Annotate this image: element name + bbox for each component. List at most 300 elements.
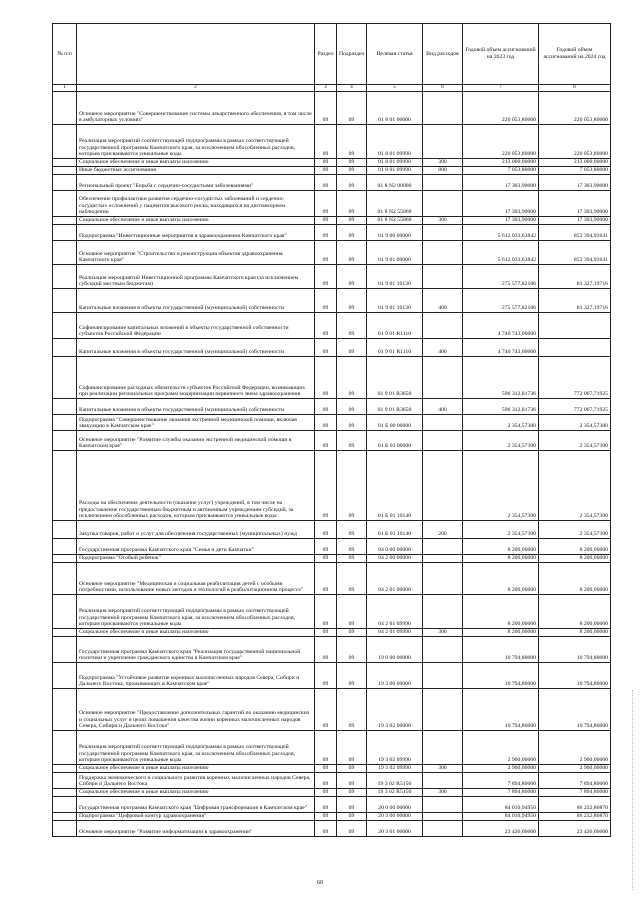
cell-podrazdel: 09 (337, 773, 367, 789)
cell-num (53, 313, 77, 339)
cell-num (53, 451, 77, 521)
cell-podrazdel: 09 (337, 175, 367, 191)
cell-amount-2024: 220 053,80000 (539, 92, 611, 125)
cell-podrazdel: 09 (337, 431, 367, 451)
header-2024: Годовой объем ассигнований на 2024 год (539, 24, 611, 85)
page-number: 60 (317, 880, 323, 886)
cell-target-article: 01 8 01 09990 (367, 167, 423, 175)
cell-target-article: 01 9 01 R1110 (367, 339, 423, 357)
cell-num (53, 92, 77, 125)
cell-target-article: 19 3 02 09990 (367, 765, 423, 773)
table-row (53, 357, 611, 399)
cell-razdel: 09 (315, 399, 337, 415)
cell-amount-2024: 8 200,00000 (539, 539, 611, 555)
cell-amount-2024: 2 900,00000 (539, 731, 611, 765)
cell-amount-2024: 17 303,90000 (539, 191, 611, 217)
cell-target-article: 04 2 01 09990 (367, 629, 423, 637)
cell-name: Софинансирование капитальных вложений в объекты государственной собственности субъектов Российской Федерации (77, 313, 315, 339)
cell-razdel: 09 (315, 773, 337, 789)
cell-name: Поддержка экономического и социального развития коренных малочисленных народов Севера, Сибири и Дальнего Востока (77, 773, 315, 789)
cell-amount-2024: 10 794,80000 (539, 637, 611, 663)
cell-amount-2024: 7 894,80000 (539, 773, 611, 789)
cell-target-article: 01 8 01 00000 (367, 92, 423, 125)
cell-razdel: 09 (315, 217, 337, 225)
cell-expense-type (423, 821, 463, 837)
cell-name: Подпрограмма "Цифровой контур здравоохранения" (77, 813, 315, 821)
cell-num (53, 797, 77, 813)
cell-amount-2023: 10 794,80000 (463, 689, 539, 731)
cell-num (53, 813, 77, 821)
cell-num (53, 431, 77, 451)
table-row (53, 451, 611, 521)
colnum-3: 3 (315, 85, 337, 92)
cell-podrazdel: 09 (337, 225, 367, 241)
header-expense-type: Вид расходов (423, 24, 463, 85)
cell-num (53, 539, 77, 555)
cell-num (53, 241, 77, 265)
table-row (53, 637, 611, 663)
cell-razdel: 09 (315, 821, 337, 837)
cell-amount-2023: 4 740 743,00000 (463, 339, 539, 357)
table-row (53, 265, 611, 289)
cell-podrazdel: 09 (337, 629, 367, 637)
cell-target-article: 01 9 01 10130 (367, 265, 423, 289)
cell-amount-2024: 8 200,00000 (539, 563, 611, 595)
cell-podrazdel: 09 (337, 159, 367, 167)
cell-target-article: 19 3 02 R5150 (367, 773, 423, 789)
table-row (53, 125, 611, 159)
cell-num (53, 521, 77, 539)
cell-expense-type (423, 773, 463, 789)
cell-razdel: 09 (315, 431, 337, 451)
cell-amount-2023: 7 894,80000 (463, 789, 539, 797)
table-row (53, 431, 611, 451)
cell-target-article: 01 Б 01 00000 (367, 431, 423, 451)
cell-razdel: 09 (315, 521, 337, 539)
cell-num (53, 663, 77, 689)
table-row (53, 773, 611, 789)
cell-target-article: 01 9 01 R1110 (367, 313, 423, 339)
cell-amount-2024: 17 303,90000 (539, 175, 611, 191)
cell-num (53, 731, 77, 765)
cell-amount-2023: 275 577,82106 (463, 289, 539, 313)
cell-razdel: 09 (315, 765, 337, 773)
cell-name: Расходы на обеспечение деятельности (оказание услуг) учреждений, в том числе на предоставление государственным бюджетным и автономным учреждениям субсидий, за исключением обособленных расходов, которым присваиваются уникальные коды (77, 451, 315, 521)
cell-expense-type: 300 (423, 765, 463, 773)
table-row (53, 217, 611, 225)
cell-amount-2024: 7 053,80000 (539, 167, 611, 175)
cell-target-article: 01 9 01 10130 (367, 289, 423, 313)
cell-expense-type (423, 265, 463, 289)
cell-razdel: 09 (315, 415, 337, 431)
cell-podrazdel: 09 (337, 415, 367, 431)
cell-expense-type: 300 (423, 789, 463, 797)
table-row (53, 789, 611, 797)
cell-name: Социальное обеспечение и иные выплаты населению (77, 629, 315, 637)
cell-num (53, 563, 77, 595)
cell-target-article: 01 9 00 00000 (367, 225, 423, 241)
cell-amount-2024: 2 354,57300 (539, 431, 611, 451)
cell-name: Подпрограмма "Совершенствование оказания экстренной медицинской помощи, включая эвакуацию в Камчатском крае" (77, 415, 315, 431)
cell-razdel: 09 (315, 125, 337, 159)
cell-podrazdel: 09 (337, 92, 367, 125)
cell-expense-type (423, 797, 463, 813)
cell-num (53, 789, 77, 797)
colnum-6: 6 (423, 85, 463, 92)
table-row (53, 539, 611, 555)
cell-expense-type (423, 431, 463, 451)
table-row (53, 399, 611, 415)
cell-expense-type (423, 175, 463, 191)
cell-amount-2023: 2 354,57300 (463, 431, 539, 451)
cell-amount-2023: 2 354,57300 (463, 415, 539, 431)
cell-name: Региональный проект "Борьба с сердечно-сосудистыми заболеваниями" (77, 175, 315, 191)
table-row (53, 415, 611, 431)
cell-amount-2023: 213 000,00000 (463, 159, 539, 167)
header-razdel: Раздел (315, 24, 337, 85)
table-row (53, 555, 611, 563)
cell-target-article: 04 0 00 00000 (367, 539, 423, 555)
cell-podrazdel: 09 (337, 539, 367, 555)
cell-podrazdel: 09 (337, 689, 367, 731)
table-row (53, 313, 611, 339)
cell-amount-2024: 853 394,91641 (539, 225, 611, 241)
header-num: № п/п (53, 24, 77, 85)
cell-amount-2023: 17 303,90000 (463, 175, 539, 191)
table-row (53, 167, 611, 175)
cell-name: Основное мероприятие "Строительство и реконструкция объектов здравоохранения Камчатского края" (77, 241, 315, 265)
cell-name: Капитальные вложения в объекты государственной (муниципальной) собственности (77, 339, 315, 357)
cell-amount-2024: 772 067,71925 (539, 357, 611, 399)
cell-num (53, 821, 77, 837)
cell-razdel: 09 (315, 241, 337, 265)
cell-amount-2024: 8 200,00000 (539, 555, 611, 563)
cell-expense-type (423, 663, 463, 689)
cell-amount-2023: 596 312,81736 (463, 399, 539, 415)
table-row (53, 92, 611, 125)
cell-amount-2024: 17 303,90000 (539, 217, 611, 225)
cell-num (53, 357, 77, 399)
cell-amount-2023: 10 794,80000 (463, 637, 539, 663)
cell-razdel: 09 (315, 813, 337, 821)
cell-podrazdel: 09 (337, 765, 367, 773)
cell-num (53, 765, 77, 773)
cell-num (53, 217, 77, 225)
cell-target-article: 19 3 00 00000 (367, 663, 423, 689)
cell-name: Реализация мероприятий Инвестиционной программы Камчатского края (за исключением субсидий местным бюджетам) (77, 265, 315, 289)
cell-expense-type (423, 125, 463, 159)
cell-target-article: 01 9 01 00000 (367, 241, 423, 265)
cell-name: Закупка товаров, работ и услуг для обеспечения государственных (муниципальных) нужд (77, 521, 315, 539)
cell-amount-2024: 10 794,80000 (539, 689, 611, 731)
colnum-7: 7 (463, 85, 539, 92)
cell-num (53, 555, 77, 563)
cell-expense-type: 300 (423, 629, 463, 637)
cell-podrazdel: 09 (337, 241, 367, 265)
cell-target-article: 01 8 01 09990 (367, 159, 423, 167)
cell-amount-2024: 8 200,00000 (539, 595, 611, 629)
cell-target-article: 19 0 00 00000 (367, 637, 423, 663)
cell-expense-type: 400 (423, 289, 463, 313)
cell-target-article: 19 3 02 09990 (367, 731, 423, 765)
cell-amount-2024: 2 354,57300 (539, 521, 611, 539)
cell-razdel: 09 (315, 191, 337, 217)
cell-amount-2023: 220 053,80000 (463, 92, 539, 125)
table-row (53, 689, 611, 731)
cell-expense-type (423, 563, 463, 595)
cell-razdel: 09 (315, 265, 337, 289)
cell-podrazdel: 09 (337, 789, 367, 797)
cell-razdel: 09 (315, 159, 337, 167)
cell-razdel: 09 (315, 539, 337, 555)
cell-amount-2024 (539, 339, 611, 357)
cell-num (53, 689, 77, 731)
cell-name: Иные бюджетные ассигнования (77, 167, 315, 175)
cell-target-article: 01 8 01 09990 (367, 125, 423, 159)
cell-podrazdel: 09 (337, 555, 367, 563)
cell-amount-2024: 2 900,00000 (539, 765, 611, 773)
table-row (53, 813, 611, 821)
cell-amount-2024: 86 232,86870 (539, 797, 611, 813)
cell-target-article: 04 2 01 09990 (367, 595, 423, 629)
cell-num (53, 125, 77, 159)
cell-podrazdel: 09 (337, 731, 367, 765)
cell-podrazdel: 09 (337, 357, 367, 399)
cell-amount-2024: 2 354,57300 (539, 451, 611, 521)
cell-amount-2024: 86 232,86870 (539, 813, 611, 821)
cell-razdel: 09 (315, 637, 337, 663)
cell-amount-2023: 220 053,80000 (463, 125, 539, 159)
cell-razdel: 09 (315, 357, 337, 399)
cell-expense-type (423, 191, 463, 217)
table-row (53, 629, 611, 637)
table-row (53, 563, 611, 595)
cell-amount-2024: 853 394,91641 (539, 241, 611, 265)
colnum-1: 1 (53, 85, 77, 92)
table-row (53, 731, 611, 765)
cell-amount-2024: 8 200,00000 (539, 629, 611, 637)
cell-name: Капитальные вложения в объекты государственной (муниципальной) собственности (77, 399, 315, 415)
cell-podrazdel: 09 (337, 663, 367, 689)
cell-podrazdel: 09 (337, 637, 367, 663)
cell-name: Реализация мероприятий соответствующей подпрограммы в рамках соответствующей государственной программы Камчатского края, за исключением обособленных расходов, которым присваиваются уникальные коды (77, 595, 315, 629)
cell-razdel: 09 (315, 92, 337, 125)
cell-expense-type: 200 (423, 521, 463, 539)
cell-num (53, 629, 77, 637)
cell-podrazdel: 09 (337, 313, 367, 339)
table-row (53, 595, 611, 629)
cell-expense-type (423, 813, 463, 821)
cell-name: Основное мероприятие "Развитие службы оказания экстренной медицинской помощи в Камчатском крае" (77, 431, 315, 451)
cell-podrazdel: 09 (337, 399, 367, 415)
cell-amount-2023: 7 894,80000 (463, 773, 539, 789)
cell-amount-2023: 17 303,90000 (463, 191, 539, 217)
cell-target-article: 04 2 00 00000 (367, 555, 423, 563)
cell-amount-2024: 81 327,19716 (539, 265, 611, 289)
table-row (53, 521, 611, 539)
header-podrazdel: Подраздел (337, 24, 367, 85)
cell-amount-2023: 2 900,00000 (463, 765, 539, 773)
cell-name: Основное мероприятие "Развитие информатизации в здравоохранении" (77, 821, 315, 837)
cell-expense-type (423, 539, 463, 555)
cell-num (53, 415, 77, 431)
cell-expense-type (423, 357, 463, 399)
cell-podrazdel: 09 (337, 595, 367, 629)
cell-name: Государственная программа Камчатского края "Семья и дети Камчатки" (77, 539, 315, 555)
cell-expense-type (423, 313, 463, 339)
cell-expense-type (423, 415, 463, 431)
cell-num (53, 225, 77, 241)
cell-num (53, 773, 77, 789)
cell-amount-2023: 84 010,94950 (463, 797, 539, 813)
cell-amount-2023: 17 303,90000 (463, 217, 539, 225)
cell-name: Основное мероприятие "Предоставление дополнительных гарантий по оказанию медицинских и социальных услуг в целях повышения качества жизни коренных малочисленных народов Севера, Сибири и Дальнего Востока" (77, 689, 315, 731)
cell-razdel: 09 (315, 797, 337, 813)
cell-target-article: 20 3 01 00000 (367, 821, 423, 837)
cell-expense-type (423, 451, 463, 521)
cell-amount-2023: 23 426,00000 (463, 821, 539, 837)
budget-table (52, 23, 611, 837)
header-2023: Годовой объем ассигнований на 2023 год (463, 24, 539, 85)
cell-amount-2023: 10 794,80000 (463, 663, 539, 689)
cell-name: Капитальные вложения в объекты государственной (муниципальной) собственности (77, 289, 315, 313)
cell-amount-2023: 8 200,00000 (463, 555, 539, 563)
table-row (53, 339, 611, 357)
cell-name: Социальное обеспечение и иные выплаты населению (77, 217, 315, 225)
table-body (53, 92, 611, 837)
cell-expense-type (423, 689, 463, 731)
cell-amount-2024: 10 794,80000 (539, 663, 611, 689)
cell-name: Социальное обеспечение и иные выплаты населению (77, 765, 315, 773)
table-row (53, 289, 611, 313)
cell-razdel: 09 (315, 555, 337, 563)
cell-expense-type: 400 (423, 399, 463, 415)
table-row (53, 241, 611, 265)
cell-razdel: 09 (315, 731, 337, 765)
table-row (53, 159, 611, 167)
cell-podrazdel: 09 (337, 191, 367, 217)
cell-amount-2024: 772 067,71925 (539, 399, 611, 415)
cell-num (53, 289, 77, 313)
cell-amount-2024: 220 053,80000 (539, 125, 611, 159)
cell-podrazdel: 09 (337, 521, 367, 539)
cell-amount-2024 (539, 313, 611, 339)
cell-razdel: 09 (315, 313, 337, 339)
cell-podrazdel: 09 (337, 821, 367, 837)
cell-target-article: 01 9 01 R3650 (367, 357, 423, 399)
table-row (53, 225, 611, 241)
cell-podrazdel: 09 (337, 339, 367, 357)
cell-razdel: 09 (315, 789, 337, 797)
cell-amount-2024: 23 426,00000 (539, 821, 611, 837)
cell-target-article: 01 Б 00 00000 (367, 415, 423, 431)
margin-mark (632, 690, 636, 890)
column-number-row (53, 85, 611, 92)
cell-expense-type (423, 92, 463, 125)
cell-target-article: 01 8 N2 55860 (367, 191, 423, 217)
cell-razdel: 09 (315, 289, 337, 313)
cell-podrazdel: 09 (337, 265, 367, 289)
cell-podrazdel: 09 (337, 797, 367, 813)
cell-amount-2023: 7 053,80000 (463, 167, 539, 175)
cell-amount-2023: 5 612 033,63842 (463, 241, 539, 265)
cell-name: Государственная программа Камчатского края "Реализация государственной национальной политики и укрепление гражданского единства в Камчатском крае" (77, 637, 315, 663)
cell-amount-2023: 5 612 033,63842 (463, 225, 539, 241)
table-row (53, 175, 611, 191)
cell-name: Подпрограмма "Инвестиционные мероприятия в здравоохранении Камчатского края" (77, 225, 315, 241)
cell-amount-2023: 8 200,00000 (463, 563, 539, 595)
cell-num (53, 265, 77, 289)
cell-razdel: 09 (315, 167, 337, 175)
cell-name: Государственная программа Камчатского края "Цифровая трансформация в Камчатском крае" (77, 797, 315, 813)
cell-podrazdel: 09 (337, 217, 367, 225)
cell-amount-2024: 81 327,19716 (539, 289, 611, 313)
cell-name: Социальное обеспечение и иные выплаты населению (77, 159, 315, 167)
cell-target-article: 19 3 02 R5150 (367, 789, 423, 797)
cell-num (53, 175, 77, 191)
header-row (53, 24, 611, 85)
cell-num (53, 339, 77, 357)
cell-expense-type (423, 555, 463, 563)
cell-expense-type (423, 595, 463, 629)
cell-razdel: 09 (315, 339, 337, 357)
cell-expense-type (423, 731, 463, 765)
cell-podrazdel: 09 (337, 167, 367, 175)
cell-target-article: 01 8 N2 55860 (367, 217, 423, 225)
colnum-5: 5 (367, 85, 423, 92)
cell-razdel: 09 (315, 663, 337, 689)
cell-name: Подпрограмма "Особый ребенок" (77, 555, 315, 563)
cell-razdel: 09 (315, 451, 337, 521)
cell-num (53, 191, 77, 217)
header-name (77, 24, 315, 85)
cell-amount-2023: 275 577,82106 (463, 265, 539, 289)
cell-expense-type: 300 (423, 217, 463, 225)
cell-razdel: 09 (315, 225, 337, 241)
cell-amount-2023: 8 200,00000 (463, 539, 539, 555)
cell-name: Софинансирование расходных обязательств субъектов Российской Федерации, возникающих при реализации региональных программ модернизации первичного звена здравоохранения (77, 357, 315, 399)
cell-amount-2023: 596 312,81736 (463, 357, 539, 399)
cell-name: Социальное обеспечение и иные выплаты населению (77, 789, 315, 797)
cell-target-article: 01 8 N2 00000 (367, 175, 423, 191)
cell-name: Реализация мероприятий соответствующей подпрограммы в рамках соответствующей государственной программы Камчатского края, за исключением обособленных расходов, которым присваиваются уникальные коды (77, 731, 315, 765)
table-row (53, 191, 611, 217)
header-target-article: Целевая статья (367, 24, 423, 85)
cell-target-article: 19 3 02 00000 (367, 689, 423, 731)
cell-target-article: 20 0 00 00000 (367, 797, 423, 813)
table-row (53, 765, 611, 773)
cell-podrazdel: 09 (337, 563, 367, 595)
cell-expense-type: 400 (423, 339, 463, 357)
cell-expense-type: 300 (423, 159, 463, 167)
table-row (53, 663, 611, 689)
cell-podrazdel: 09 (337, 125, 367, 159)
cell-podrazdel: 09 (337, 289, 367, 313)
cell-name: Основное мероприятие "Медицинская и социальная реабилитация детей с особыми потребностями, использование новых методов и технологий в реабилитационном процессе" (77, 563, 315, 595)
cell-name: Обеспечение профилактики развития сердечно-сосудистых заболеваний и сердечно-сосудистых осложнений у пациентов высокого риска, находящихся на диспансерном наблюдении (77, 191, 315, 217)
cell-expense-type: 800 (423, 167, 463, 175)
cell-name: Подпрограмма "Устойчивое развитие коренных малочисленных народов Севера, Сибири и Дальнего Востока, проживающих в Камчатском крае" (77, 663, 315, 689)
cell-amount-2024: 2 354,57300 (539, 415, 611, 431)
cell-amount-2024: 213 000,00000 (539, 159, 611, 167)
cell-amount-2023: 2 900,00000 (463, 731, 539, 765)
cell-razdel: 09 (315, 689, 337, 731)
colnum-2: 2 (77, 85, 315, 92)
cell-expense-type (423, 637, 463, 663)
cell-amount-2023: 2 354,57300 (463, 451, 539, 521)
cell-target-article: 01 9 01 R3650 (367, 399, 423, 415)
cell-amount-2023: 2 354,57300 (463, 521, 539, 539)
